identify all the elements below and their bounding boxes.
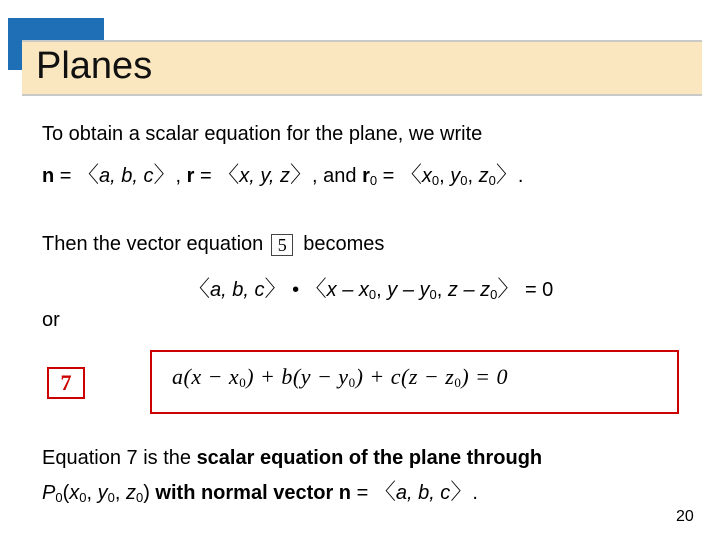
equals-sign: = (54, 165, 78, 187)
separator: , (376, 279, 388, 301)
x-difference: x – x (326, 279, 369, 301)
subscript: 0 (239, 375, 247, 390)
r-vector: r (186, 165, 195, 187)
left-angle: 〈 (77, 162, 100, 187)
right-angle: 〉 (450, 479, 473, 504)
summary-line-2 (42, 480, 478, 505)
r0-vector: r (362, 165, 370, 187)
y0: y (97, 482, 108, 504)
xyz-components: x, y, z (239, 165, 291, 187)
subscript: 0 (460, 173, 468, 188)
equation-7-label: 7 (47, 367, 85, 399)
eq7-term-b: ) + b(y − y (246, 364, 349, 389)
normal-vector-text: with normal vector (155, 482, 339, 504)
definitions-line (42, 163, 523, 188)
z0: z (125, 482, 136, 504)
subscript: 0 (454, 375, 462, 390)
right-angle: 〉 (153, 162, 176, 187)
equals-sign: = (351, 482, 374, 504)
right-angle: 〉 (290, 162, 313, 187)
period: . (472, 482, 478, 504)
subscript: 0 (429, 287, 437, 302)
subscript: 0 (348, 375, 356, 390)
x0: x (421, 165, 432, 187)
subscript: 0 (107, 490, 115, 505)
y-difference: y – y (387, 279, 430, 301)
right-angle: 〉 (497, 276, 520, 301)
left-angle: 〈 (217, 162, 240, 187)
page-title: Planes (36, 45, 153, 87)
subscript: 0 (135, 490, 144, 505)
dot-product-equation (188, 272, 553, 303)
subscript: 0 (368, 287, 377, 302)
subscript: 0 (55, 490, 63, 505)
y0: y (450, 165, 461, 187)
summary-bold-text: scalar equation of the plane through (196, 447, 543, 469)
dot-operator: • (292, 279, 300, 301)
n-vector: n (42, 165, 55, 187)
left-angle: 〈 (304, 276, 327, 301)
right-angle: 〉 (264, 276, 287, 301)
intro-line: To obtain a scalar equation for the plane, we write (42, 123, 483, 145)
becomes-text: becomes (303, 233, 385, 255)
paren: ( (62, 482, 70, 504)
paren: ) (143, 482, 156, 504)
equation-7 (172, 364, 508, 390)
summary-text: Equation 7 is the (42, 447, 197, 469)
page-number: 20 (676, 508, 694, 525)
period: . (517, 165, 524, 187)
vector-equation-text: Then the vector equation (42, 233, 264, 255)
point-p0: P (42, 482, 56, 504)
summary-line-1 (42, 446, 542, 470)
separator: , (436, 279, 448, 301)
right-angle: 〉 (495, 162, 518, 187)
x0: x (69, 482, 80, 504)
vector-equation-line (42, 232, 384, 256)
separator: , (175, 165, 187, 187)
equals-sign: = (377, 165, 400, 187)
z0: z (478, 165, 489, 187)
separator: , (467, 165, 479, 187)
or-text: or (42, 309, 60, 331)
subscript: 0 (369, 173, 378, 188)
left-angle: 〈 (188, 276, 211, 301)
equation-5-reference[interactable]: 5 (271, 234, 293, 256)
z-difference: z – z (447, 279, 491, 301)
equals-sign: = (194, 165, 218, 187)
abc-components: a, b, c (395, 482, 451, 504)
abc-components: a, b, c (99, 165, 154, 187)
and-text: , and (312, 165, 363, 187)
equals-zero: = 0 (519, 279, 554, 301)
abc-components: a, b, c (210, 279, 265, 301)
separator: , (114, 482, 126, 504)
subscript: 0 (488, 173, 496, 188)
left-angle: 〈 (399, 162, 422, 187)
eq7-term-c: ) + c(z − z (355, 364, 455, 389)
eq7-term-a: a(x − x (172, 364, 240, 389)
separator: , (86, 482, 98, 504)
n-vector: n (338, 482, 352, 504)
subscript: 0 (490, 287, 498, 302)
subscript: 0 (431, 173, 440, 188)
separator: , (439, 165, 451, 187)
left-angle: 〈 (373, 479, 396, 504)
subscript: 0 (79, 490, 87, 505)
eq7-equals-zero: ) = 0 (461, 364, 508, 389)
